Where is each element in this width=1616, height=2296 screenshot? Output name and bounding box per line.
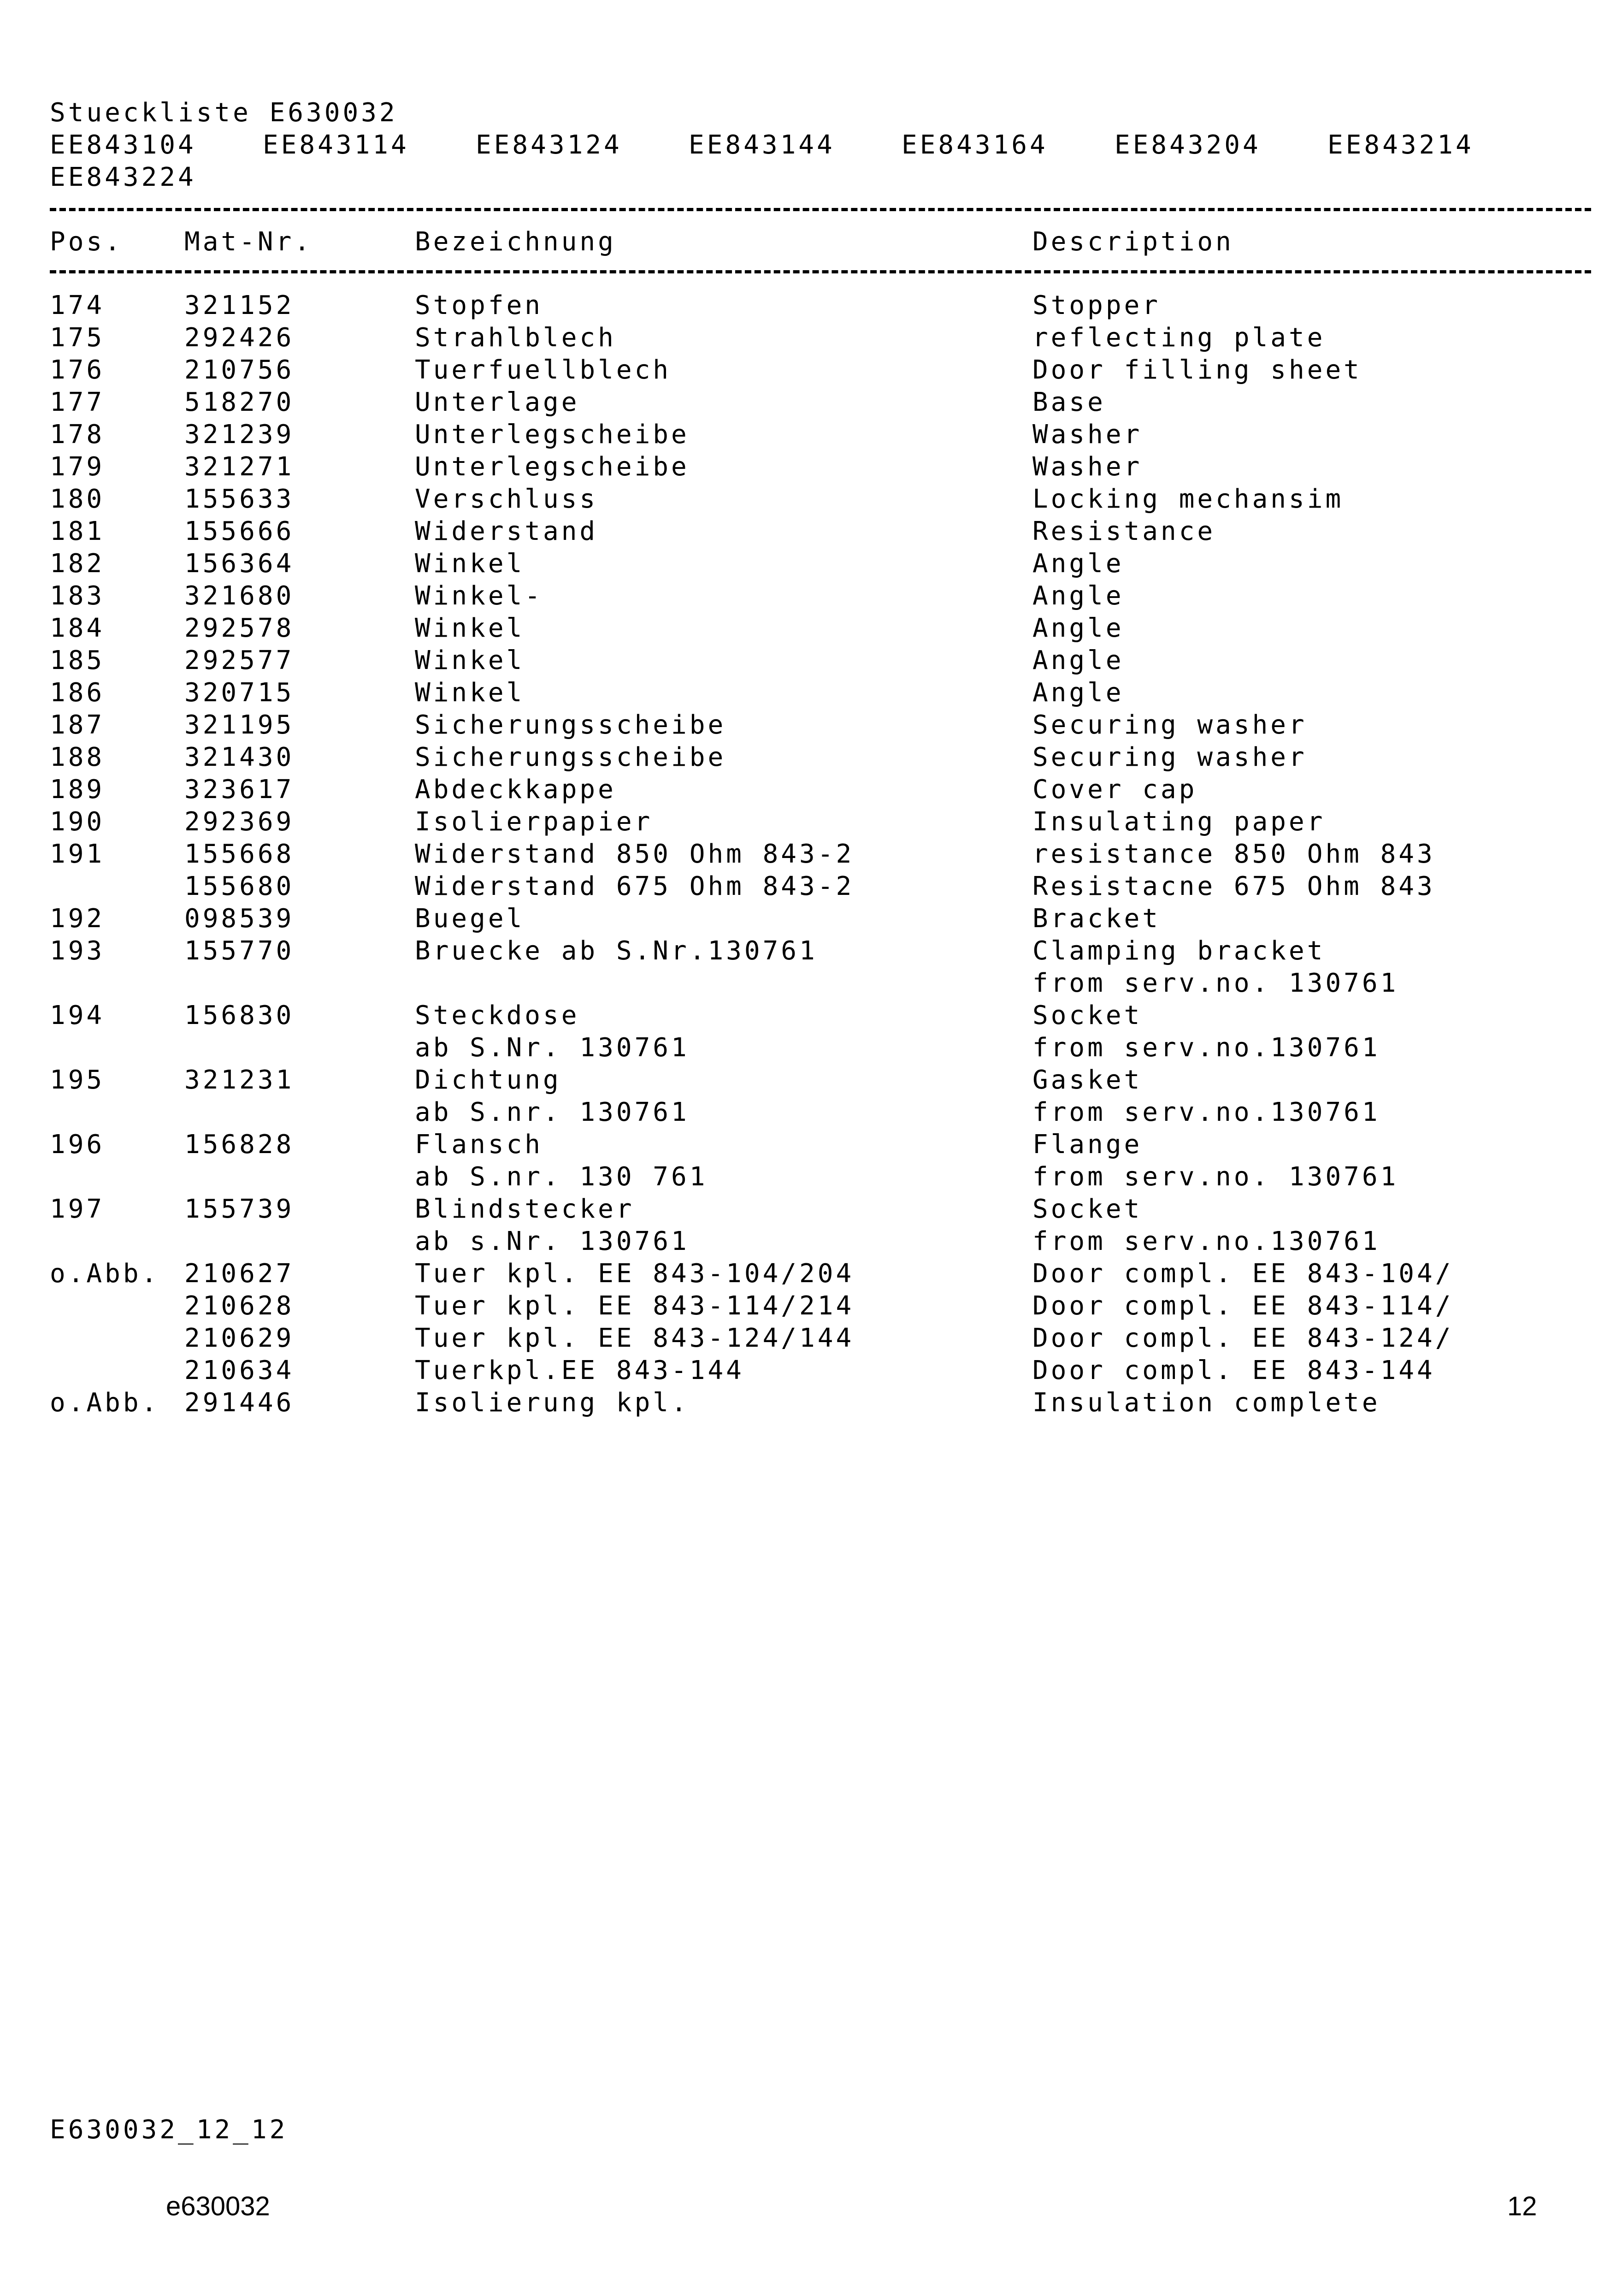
- table-row: [0, 741, 1616, 774]
- cell-mat-nr: 321152: [184, 290, 295, 320]
- column-header-pos: Pos.: [50, 227, 123, 257]
- cell-description: Stopper: [1032, 290, 1161, 320]
- model-number: EE843114: [263, 130, 409, 160]
- cell-bezeichnung: Isolierung kpl.: [415, 1388, 690, 1418]
- cell-description: Socket: [1032, 1194, 1143, 1224]
- cell-bezeichnung: Widerstand 850 Ohm 843-2: [415, 839, 855, 869]
- cell-description: Insulation complete: [1032, 1388, 1380, 1418]
- model-number: EE843104: [50, 130, 196, 160]
- cell-mat-nr: 321231: [184, 1065, 295, 1095]
- cell-mat-nr: 323617: [184, 775, 295, 805]
- cell-description: Washer: [1032, 420, 1143, 450]
- model-number: EE843224: [50, 162, 196, 192]
- cell-bezeichnung: ab s.Nr. 130761: [415, 1226, 690, 1256]
- cell-bezeichnung: Unterlegscheibe: [415, 420, 690, 450]
- table-row: [0, 580, 1616, 612]
- table-row: [0, 806, 1616, 838]
- cell-description: Insulating paper: [1032, 807, 1326, 837]
- cell-mat-nr: 155633: [184, 484, 295, 514]
- cell-description: Door compl. EE 843-104/: [1032, 1259, 1454, 1289]
- cell-bezeichnung: Tuerfuellblech: [415, 355, 672, 385]
- table-row: [0, 645, 1616, 677]
- cell-bezeichnung: Dichtung: [415, 1065, 561, 1095]
- cell-bezeichnung: Bruecke ab S.Nr.130761: [415, 936, 818, 966]
- cell-bezeichnung: ab S.nr. 130761: [415, 1097, 690, 1127]
- cell-pos: 192: [50, 904, 105, 934]
- cell-description: from serv.no.130761: [1032, 1226, 1380, 1256]
- cell-description: reflecting plate: [1032, 323, 1326, 353]
- cell-bezeichnung: ab S.Nr. 130761: [415, 1033, 690, 1063]
- table-row: [0, 451, 1616, 483]
- cell-bezeichnung: Widerstand: [415, 516, 598, 546]
- cell-bezeichnung: Winkel: [415, 549, 525, 579]
- cell-mat-nr: 292578: [184, 613, 295, 643]
- model-number: EE843124: [476, 130, 622, 160]
- cell-mat-nr: 518270: [184, 387, 295, 417]
- cell-pos: 182: [50, 549, 105, 579]
- cell-pos: 174: [50, 290, 105, 320]
- cell-bezeichnung: Abdeckkappe: [415, 775, 616, 805]
- cell-pos: 193: [50, 936, 105, 966]
- table-row: [0, 1225, 1616, 1258]
- cell-pos: 177: [50, 387, 105, 417]
- cell-mat-nr: 210628: [184, 1291, 295, 1321]
- cell-bezeichnung: ab S.nr. 130 761: [415, 1162, 708, 1192]
- cell-description: Door compl. EE 843-114/: [1032, 1291, 1454, 1321]
- cell-description: Angle: [1032, 581, 1124, 611]
- cell-pos: 178: [50, 420, 105, 450]
- cell-mat-nr: 210634: [184, 1355, 295, 1385]
- cell-mat-nr: 320715: [184, 678, 295, 708]
- cell-pos: 191: [50, 839, 105, 869]
- model-number: EE843144: [689, 130, 835, 160]
- table-row: [0, 1129, 1616, 1161]
- cell-pos: 176: [50, 355, 105, 385]
- cell-pos: 197: [50, 1194, 105, 1224]
- cell-description: Resistacne 675 Ohm 843: [1032, 871, 1435, 901]
- cell-pos: 188: [50, 742, 105, 772]
- cell-mat-nr: 210756: [184, 355, 295, 385]
- cell-bezeichnung: Verschluss: [415, 484, 598, 514]
- cell-bezeichnung: Strahlblech: [415, 323, 616, 353]
- table-row: [0, 1387, 1616, 1419]
- table-row: [0, 1032, 1616, 1064]
- cell-bezeichnung: Sicherungsscheibe: [415, 710, 726, 740]
- cell-bezeichnung: Unterlegscheibe: [415, 452, 690, 482]
- cell-description: Base: [1032, 387, 1106, 417]
- table-row: [0, 1000, 1616, 1032]
- table-row: [0, 935, 1616, 967]
- cell-mat-nr: 321195: [184, 710, 295, 740]
- table-row: [0, 774, 1616, 806]
- cell-mat-nr: 321430: [184, 742, 295, 772]
- cell-description: Angle: [1032, 678, 1124, 708]
- cell-mat-nr: 098539: [184, 904, 295, 934]
- cell-bezeichnung: Winkel: [415, 613, 525, 643]
- cell-mat-nr: 321271: [184, 452, 295, 482]
- cell-bezeichnung: Tuerkpl.EE 843-144: [415, 1355, 744, 1385]
- table-row: [0, 1290, 1616, 1322]
- cell-description: resistance 850 Ohm 843: [1032, 839, 1435, 869]
- divider: [50, 270, 1591, 273]
- cell-pos: o.Abb.: [50, 1259, 160, 1289]
- cell-mat-nr: 321680: [184, 581, 295, 611]
- table-row: [0, 709, 1616, 741]
- table-row: [0, 515, 1616, 548]
- cell-bezeichnung: Winkel: [415, 678, 525, 708]
- cell-pos: 184: [50, 613, 105, 643]
- table-row: [0, 677, 1616, 709]
- cell-pos: 189: [50, 775, 105, 805]
- cell-description: Flange: [1032, 1130, 1143, 1160]
- cell-pos: 190: [50, 807, 105, 837]
- cell-bezeichnung: Widerstand 675 Ohm 843-2: [415, 871, 855, 901]
- column-header-mat-nr: Mat-Nr.: [184, 227, 313, 257]
- table-row: [0, 1322, 1616, 1355]
- cell-bezeichnung: Tuer kpl. EE 843-104/204: [415, 1259, 855, 1289]
- cell-description: Door filling sheet: [1032, 355, 1362, 385]
- divider: [50, 208, 1591, 211]
- table-row: [0, 1355, 1616, 1387]
- page-number: 12: [1507, 2191, 1537, 2221]
- cell-bezeichnung: Buegel: [415, 904, 525, 934]
- table-row: [0, 483, 1616, 515]
- document-title: Stueckliste E630032: [50, 98, 398, 128]
- model-number: EE843214: [1327, 130, 1474, 160]
- cell-mat-nr: 155680: [184, 871, 295, 901]
- cell-bezeichnung: Isolierpapier: [415, 807, 653, 837]
- cell-mat-nr: 156364: [184, 549, 295, 579]
- column-header-bezeichnung: Bezeichnung: [415, 227, 616, 257]
- cell-description: Socket: [1032, 1000, 1143, 1030]
- table-row: [0, 1161, 1616, 1193]
- cell-mat-nr: 155739: [184, 1194, 295, 1224]
- cell-description: Angle: [1032, 549, 1124, 579]
- cell-bezeichnung: Tuer kpl. EE 843-114/214: [415, 1291, 855, 1321]
- cell-pos: 179: [50, 452, 105, 482]
- cell-description: Securing washer: [1032, 742, 1307, 772]
- table-row: [0, 354, 1616, 386]
- cell-mat-nr: 292369: [184, 807, 295, 837]
- cell-pos: 196: [50, 1130, 105, 1160]
- cell-mat-nr: 155668: [184, 839, 295, 869]
- column-header-description: Description: [1032, 227, 1234, 257]
- cell-description: Angle: [1032, 645, 1124, 675]
- cell-description: Bracket: [1032, 904, 1161, 934]
- cell-description: Door compl. EE 843-124/: [1032, 1323, 1454, 1353]
- cell-mat-nr: 292577: [184, 645, 295, 675]
- cell-pos: 180: [50, 484, 105, 514]
- cell-pos: 185: [50, 645, 105, 675]
- table-row: [0, 838, 1616, 870]
- cell-pos: 183: [50, 581, 105, 611]
- model-number: EE843204: [1115, 130, 1261, 160]
- table-row: [0, 548, 1616, 580]
- cell-pos: 195: [50, 1065, 105, 1095]
- model-number: EE843164: [902, 130, 1048, 160]
- cell-bezeichnung: Stopfen: [415, 290, 543, 320]
- cell-bezeichnung: Steckdose: [415, 1000, 580, 1030]
- cell-description: Angle: [1032, 613, 1124, 643]
- footer-code: E630032_12_12: [50, 2115, 288, 2145]
- cell-mat-nr: 321239: [184, 420, 295, 450]
- footer-document-id: e630032: [166, 2191, 270, 2221]
- cell-mat-nr: 292426: [184, 323, 295, 353]
- cell-description: Gasket: [1032, 1065, 1143, 1095]
- cell-description: Clamping bracket: [1032, 936, 1326, 966]
- cell-mat-nr: 156830: [184, 1000, 295, 1030]
- table-row: [0, 1258, 1616, 1290]
- table-row: [0, 612, 1616, 645]
- cell-pos: o.Abb.: [50, 1388, 160, 1418]
- table-row: [0, 322, 1616, 354]
- table-row: [0, 967, 1616, 1000]
- cell-description: from serv.no.130761: [1032, 1033, 1380, 1063]
- cell-bezeichnung: Unterlage: [415, 387, 580, 417]
- table-row: [0, 1064, 1616, 1096]
- cell-description: Cover cap: [1032, 775, 1197, 805]
- cell-mat-nr: 291446: [184, 1388, 295, 1418]
- cell-description: Washer: [1032, 452, 1143, 482]
- cell-pos: 175: [50, 323, 105, 353]
- cell-description: Securing washer: [1032, 710, 1307, 740]
- cell-pos: 186: [50, 678, 105, 708]
- table-row: [0, 1096, 1616, 1129]
- cell-bezeichnung: Tuer kpl. EE 843-124/144: [415, 1323, 855, 1353]
- table-row: [0, 1193, 1616, 1225]
- cell-pos: 187: [50, 710, 105, 740]
- cell-mat-nr: 210627: [184, 1259, 295, 1289]
- cell-mat-nr: 155666: [184, 516, 295, 546]
- table-row: [0, 386, 1616, 419]
- cell-description: Locking mechansim: [1032, 484, 1344, 514]
- cell-description: from serv.no. 130761: [1032, 968, 1399, 998]
- cell-bezeichnung: Winkel-: [415, 581, 543, 611]
- cell-bezeichnung: Flansch: [415, 1130, 543, 1160]
- table-row: [0, 290, 1616, 322]
- cell-description: from serv.no. 130761: [1032, 1162, 1399, 1192]
- cell-mat-nr: 210629: [184, 1323, 295, 1353]
- parts-table: [0, 290, 1616, 1419]
- cell-bezeichnung: Sicherungsscheibe: [415, 742, 726, 772]
- cell-mat-nr: 155770: [184, 936, 295, 966]
- cell-bezeichnung: Winkel: [415, 645, 525, 675]
- cell-pos: 194: [50, 1000, 105, 1030]
- table-row: [0, 870, 1616, 903]
- cell-description: Resistance: [1032, 516, 1216, 546]
- table-row: [0, 903, 1616, 935]
- table-row: [0, 419, 1616, 451]
- cell-pos: 181: [50, 516, 105, 546]
- cell-bezeichnung: Blindstecker: [415, 1194, 635, 1224]
- cell-description: from serv.no.130761: [1032, 1097, 1380, 1127]
- cell-mat-nr: 156828: [184, 1130, 295, 1160]
- cell-description: Door compl. EE 843-144: [1032, 1355, 1435, 1385]
